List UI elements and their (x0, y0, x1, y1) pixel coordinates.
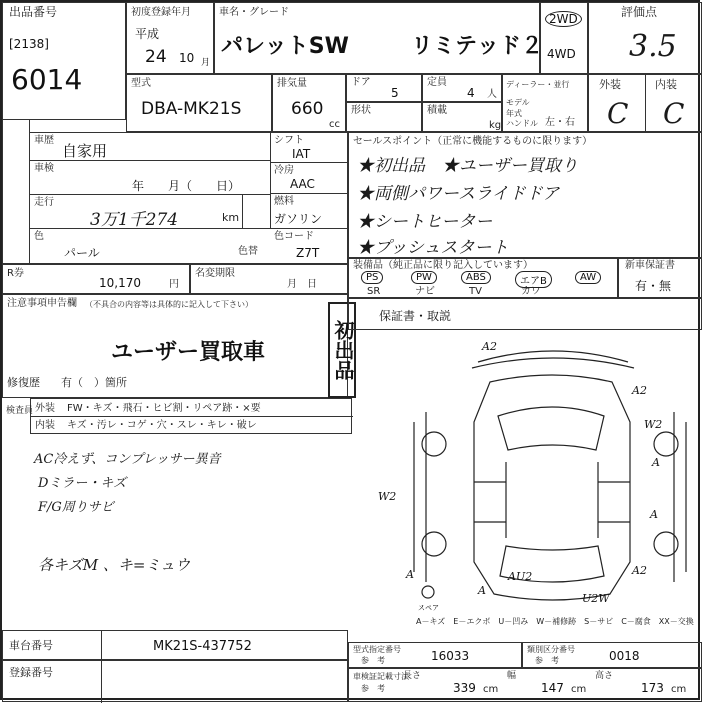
handle-value: 左・右 (545, 117, 575, 128)
reg-number-cell (2, 660, 348, 702)
reg-number-label: 登録番号 (9, 666, 53, 679)
load-cell (422, 102, 502, 132)
mileage-value: 3万1千274 (90, 210, 179, 230)
first-reg-label: 初度登録年月 (131, 7, 191, 18)
doors-label: ドア (351, 77, 371, 88)
transfer-label: 名変期限 (195, 268, 235, 279)
warranty-value: 有・無 (635, 279, 672, 293)
reg-month-unit: 月 (201, 58, 211, 68)
chassis-label: 車台番号 (9, 639, 53, 652)
front-bumper-shape (478, 351, 628, 362)
transfer-cell (190, 264, 348, 294)
handwritten-line-3: F/G周りサビ (38, 500, 114, 515)
lot-number-cell (2, 2, 126, 120)
handwritten-line-4: 各キズM 、キ=ミュウ (38, 556, 191, 574)
sales-point-3: ★シートヒーター (357, 212, 493, 232)
mark-left-rear: A (406, 568, 414, 581)
mark-right-front: A2 (632, 384, 647, 397)
mark-right-pillar: A (652, 456, 660, 469)
type-value: 16033 (431, 649, 470, 663)
extras-value: 保証書・取説 (379, 309, 452, 323)
capacity-value: 4 (467, 86, 475, 100)
mark-left-door: W2 (378, 490, 397, 503)
inspector-ext-label: 外装 (35, 403, 55, 414)
mark-right-door: W2 (644, 418, 663, 431)
displacement-value: 660 (291, 99, 324, 119)
inspection-label: 車検 (34, 163, 54, 174)
shift-value: IAT (292, 147, 311, 161)
color-code-label: 色コード (274, 231, 314, 242)
repair-value: 有（ ）箇所 (61, 376, 127, 389)
interior-grade: C (663, 97, 685, 130)
sales-point-2: ★両側パワースライドドア (357, 184, 560, 204)
car-name-cell (214, 2, 544, 74)
mileage-unit: km (222, 211, 240, 224)
drive-cell (540, 2, 588, 74)
category-cell (522, 642, 702, 668)
warranty-cell (618, 258, 702, 298)
exterior-grade: C (607, 97, 629, 130)
tax-label: R券 (7, 268, 24, 279)
capacity-label: 定員 (427, 77, 447, 88)
length-value: 339 (453, 681, 476, 695)
grade: リミテッド２ (411, 34, 544, 59)
transfer-value: 月 日 (287, 279, 317, 290)
type-cell (348, 642, 522, 668)
ext-int-cell (588, 74, 702, 132)
dealer-label: ディーラー・並行 (506, 80, 570, 89)
model-label: 型式 (131, 78, 151, 89)
history-value: 自家用 (62, 142, 108, 160)
sales-points-label: セールスポイント（正常に機能するものに限ります） (353, 136, 593, 147)
equip-airbag: エアB (515, 271, 552, 288)
equipment-label: 装備品（純正品に限り記入しています） (353, 260, 533, 271)
category-sub: 参 考 (535, 656, 559, 665)
equip-ps: PS (361, 271, 383, 284)
mark-right-rear-lower: A2 (632, 564, 647, 577)
width-value: 147 (541, 681, 564, 695)
displacement-unit: cc (329, 119, 340, 130)
car-name: パレットSW (221, 34, 349, 59)
sales-points-cell (348, 132, 702, 258)
displacement-label: 排気量 (277, 78, 307, 89)
handle-label: ハンドル (506, 119, 538, 128)
drive-2wd (545, 11, 582, 27)
mark-rear-right: U2W (582, 592, 610, 605)
doors-value: 5 (391, 86, 399, 100)
shift-label: シフト (274, 135, 304, 146)
height-unit: cm (671, 684, 687, 695)
dealer-cell (502, 74, 588, 132)
color-change-label: 色替 (238, 246, 258, 257)
capacity-cell (422, 74, 502, 102)
inspection-value: 年 月（ 日） (132, 179, 241, 193)
score-label: 評価点 (621, 5, 658, 19)
length-label: 長さ (403, 671, 422, 681)
load-label: 積載 (427, 105, 447, 116)
left-strip (2, 120, 30, 264)
model-cell (126, 74, 272, 132)
first-reg-cell (126, 2, 214, 74)
chassis-cell (2, 630, 348, 660)
category-value: 0018 (609, 649, 640, 663)
mark-rear-bumper: AU2 (508, 570, 533, 583)
spare-label: スペア (418, 604, 439, 612)
color-code-value: Z7T (296, 246, 320, 260)
diagram-legend: A－キズ E－エクボ U－凹み W－補修跡 S－サビ C－腐食 XX－交換 (416, 617, 694, 626)
type-sub: 参 考 (361, 656, 385, 665)
reg-year: 24 (145, 47, 167, 67)
height-value: 173 (641, 681, 664, 695)
color-label: 色 (34, 231, 44, 242)
chassis-value: MK21S-437752 (153, 639, 252, 654)
inspector-label: 検査員 (6, 406, 34, 416)
lot-code: [2138] (9, 37, 49, 51)
height-label: 高さ (595, 671, 614, 681)
inspector-cell (30, 398, 352, 434)
equip-pw: PW (411, 271, 437, 284)
ext-int-divider (645, 75, 646, 133)
inspector-int-items: キズ・汚レ・コゲ・穴・スレ・キレ・破レ (67, 420, 257, 431)
category-label: 類別区分番号 (527, 645, 575, 654)
name-grade-label: 車名・グレード (219, 7, 289, 18)
lot-label: 出品番号 (9, 5, 58, 19)
drive-4wd: 4WD (547, 47, 576, 61)
interior-label: 内装 (655, 78, 677, 91)
color-value: パール (64, 246, 100, 260)
reg-month: 10 (179, 51, 195, 65)
inspector-ext-items: FW・キズ・飛石・ヒビ割・リペア跡・×要 (67, 403, 261, 414)
ac-label: 冷房 (274, 165, 294, 176)
width-unit: cm (571, 684, 587, 695)
mileage-label: 走行 (34, 197, 54, 208)
equip-navi: ナビ (415, 286, 435, 297)
score-value: 3.5 (629, 29, 677, 64)
main-note: ユーザー買取車 (111, 340, 266, 365)
exterior-label: 外装 (599, 78, 621, 91)
tax-unit: 円 (169, 279, 179, 290)
dims-sub: 参 考 (361, 684, 385, 693)
shape-cell (346, 102, 422, 132)
load-unit: kg (489, 120, 502, 131)
sales-point-4: ★プッシュスタート (357, 238, 509, 258)
length-unit: cm (483, 684, 499, 695)
tax-value: 10,170 (99, 276, 141, 290)
repair-label: 修復歴 (7, 376, 40, 389)
tax-cell (2, 264, 190, 294)
equip-leather: カワ (521, 286, 541, 297)
car-damage-diagram (378, 332, 702, 612)
displacement-cell (272, 74, 346, 132)
first-listing-stamp: 初出品 (328, 302, 356, 398)
mark-rear-left: A (478, 584, 486, 597)
dims-cell (348, 668, 702, 702)
lot-number: 6014 (11, 63, 83, 96)
model-value: DBA-MK21S (141, 99, 242, 119)
notes-sub-label: （不具合の内容等は具体的に記入して下さい） (85, 300, 253, 309)
shape-label: 形状 (351, 105, 371, 116)
notes-label: 注意事項申告欄 (7, 298, 77, 309)
mark-right-rear: A (650, 508, 658, 521)
era: 平成 (135, 27, 160, 41)
capacity-unit: 人 (487, 89, 497, 100)
doors-cell (346, 74, 422, 102)
sales-point-1: ★初出品 ★ユーザー買取り (357, 156, 578, 176)
equip-aw: AW (575, 271, 601, 284)
car-body-shape (474, 375, 630, 600)
ac-value: AAC (290, 177, 315, 191)
equip-tv: TV (469, 286, 482, 297)
model-year-label: モデル年式 (506, 98, 530, 118)
width-label: 幅 (507, 671, 517, 681)
score-cell (588, 2, 702, 74)
type-label: 型式指定番号 (353, 645, 401, 654)
windshield-shape (498, 407, 604, 450)
notes-cell (2, 294, 348, 398)
equipment-cell (348, 258, 618, 298)
fuel-label: 燃料 (274, 196, 294, 207)
dims-label: 車検証記載寸法 (353, 672, 409, 681)
history-label: 車歴 (34, 135, 54, 146)
equip-sr: SR (367, 286, 381, 297)
mark-front: A2 (482, 340, 497, 353)
drive-2wd-text: 2WD (549, 12, 578, 26)
fuel-value: ガソリン (274, 212, 323, 226)
handwritten-line-2: Dミラー・キズ (38, 476, 127, 491)
inspector-int-label: 内装 (35, 420, 55, 431)
equip-abs: ABS (461, 271, 491, 284)
handwritten-line-1: AC冷えず、コンプレッサー異音 (34, 452, 221, 467)
warranty-label: 新車保証書 (625, 260, 675, 271)
spare-tire (422, 586, 434, 598)
extras-cell (348, 298, 702, 330)
